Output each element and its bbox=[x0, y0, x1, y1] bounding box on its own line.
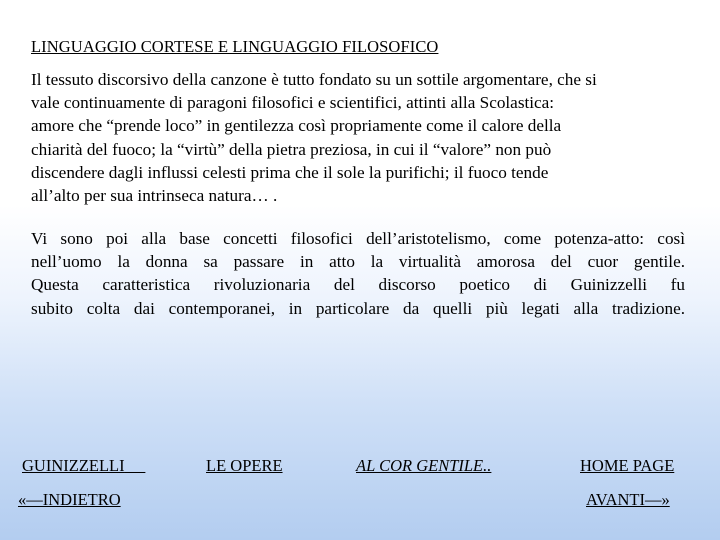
paragraph-line: Il tessuto discorsivo della canzone è tutto fondato su un sottile argomentare, che si bbox=[31, 70, 597, 89]
page-title: LINGUAGGIO CORTESE E LINGUAGGIO FILOSOFICO bbox=[31, 37, 439, 56]
paragraph-line: amore che “prende loco” in gentilezza così propriamente come il calore della bbox=[31, 116, 562, 136]
paragraph-line: chiarità del fuoco; la “virtù” della pietra preziosa, in cui il “valore” non può bbox=[31, 139, 552, 159]
paragraph-line: all’alto per sua intrinseca natura… . bbox=[31, 186, 278, 206]
nav-link-home-page[interactable]: HOME PAGE bbox=[580, 456, 675, 475]
nav-link-guinizzelli[interactable]: GUINIZZELLI bbox=[22, 456, 125, 475]
paragraph-line: Questa caratteristica rivoluzionaria del discorso poetico di Guinizzelli fu bbox=[31, 275, 685, 295]
paragraph-line: vale continuamente di paragoni filosofici e scientifici, attinti alla Scolastica: bbox=[31, 93, 555, 113]
paragraph-line: nell’uomo la donna sa passare in atto la virtualità amorosa del cuor gentile. bbox=[31, 252, 685, 272]
paragraph-line: discendere dagli influssi celesti prima che il sole la purifichi; il fuoco tende bbox=[31, 162, 549, 182]
nav-link-avanti[interactable]: AVANTI—» bbox=[586, 490, 670, 509]
nav-link-le-opere[interactable]: LE OPERE bbox=[206, 456, 283, 475]
paragraph-line: Vi sono poi alla base concetti filosofici dell’aristotelismo, come potenza-atto: così bbox=[31, 229, 685, 248]
paragraph-aristotelismo bbox=[31, 227, 685, 320]
paragraph-linguaggio-cortese bbox=[31, 68, 597, 207]
nav-link-al-cor-gentile[interactable]: AL COR GENTILE.. bbox=[356, 456, 492, 475]
paragraph-line: subito colta dai contemporanei, in particolare da quelli più legati alla tradizione. bbox=[31, 298, 685, 318]
nav-link-indietro[interactable]: «—INDIETRO bbox=[18, 490, 121, 509]
